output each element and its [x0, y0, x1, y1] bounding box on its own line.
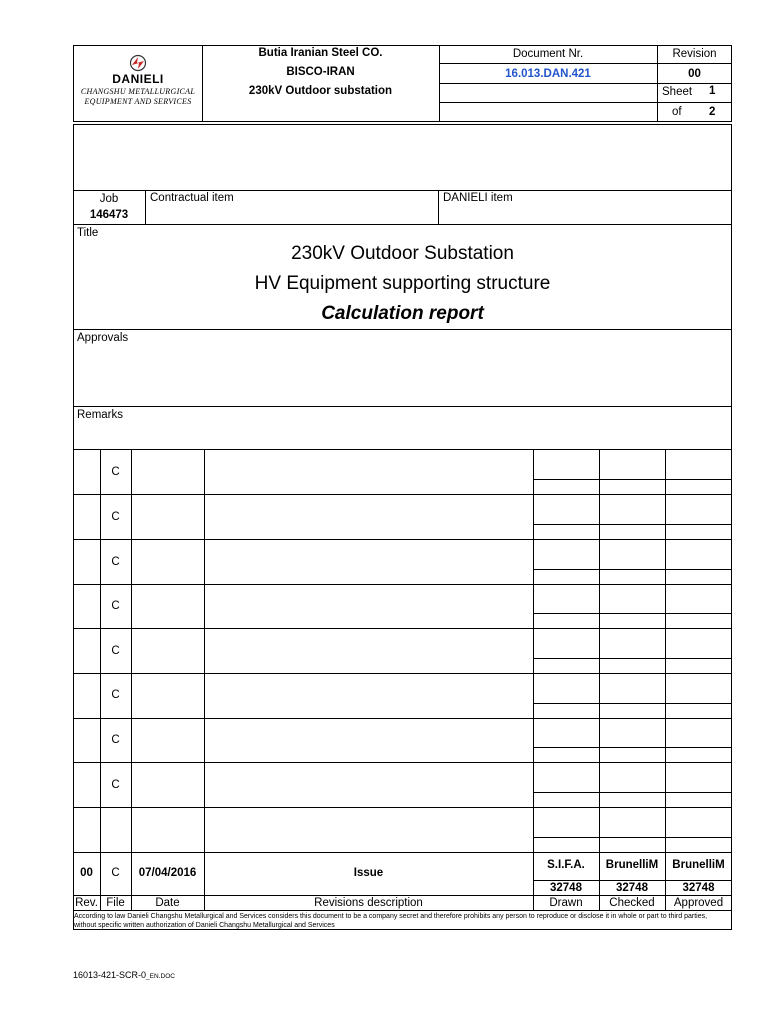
- revision-value: 00: [688, 68, 701, 80]
- file-name: [73, 968, 175, 984]
- company-country: BISCO-IRAN: [286, 66, 355, 78]
- danieli-item-label: DANIELI item: [443, 192, 513, 204]
- job-value: 146473: [89, 209, 129, 221]
- title-line-2: HV Equipment supporting structure: [254, 273, 551, 294]
- current-rev: 00: [80, 867, 93, 879]
- title-label: Title: [77, 227, 99, 239]
- logo-subtitle-2: EQUIPMENT AND SERVICES: [84, 97, 192, 106]
- current-checked: BrunelliM: [605, 859, 659, 871]
- current-drawn-code: 32748: [550, 882, 582, 894]
- revision-row-file: C: [111, 556, 120, 568]
- title-line-3: Calculation report: [321, 303, 484, 324]
- current-checked-code: 32748: [616, 882, 648, 894]
- current-drawn: S.I.F.A.: [547, 859, 585, 871]
- revision-row-file: C: [111, 511, 120, 523]
- title-line-1: 230kV Outdoor Substation: [291, 243, 514, 264]
- revision-label: Revision: [672, 48, 717, 60]
- logo-name: DANIELI: [112, 72, 164, 86]
- legal-notice: According to law Danieli Changshu Metallurgical and Services considers this document to be a company secret and therefore prohibits any person to reproduce or disclose it in whole or part to third parties, without specific written authorization of Danieli Changshu Metallurgical and Services: [74, 913, 708, 929]
- current-approved: BrunelliM: [672, 859, 725, 871]
- approvals-label: Approvals: [77, 332, 129, 344]
- company-name: Butia Iranian Steel CO.: [258, 47, 383, 59]
- revision-row-file: C: [111, 779, 120, 791]
- sheet-value: 1: [709, 85, 716, 97]
- danieli-logo-icon: [128, 54, 148, 72]
- footer-file-label: File: [106, 897, 125, 909]
- revision-row-file: C: [111, 600, 120, 612]
- document-nr-value: 16.013.DAN.421: [505, 68, 591, 80]
- revision-row-file: C: [111, 734, 120, 746]
- footer-checked-label: Checked: [609, 897, 655, 909]
- file-name-suffix: _EN.DOC: [146, 973, 175, 980]
- of-value: 2: [709, 106, 716, 118]
- logo-subtitle-1: CHANGSHU METALLURGICAL: [80, 87, 196, 96]
- sheet-label: Sheet: [662, 86, 693, 98]
- footer-drawn-label: Drawn: [549, 897, 583, 909]
- revision-row-file: C: [111, 466, 120, 478]
- footer-description-label: Revisions description: [314, 897, 423, 909]
- job-label: Job: [99, 193, 119, 205]
- current-date: 07/04/2016: [138, 867, 197, 879]
- file-name-main: 16013-421-SCR-0: [73, 970, 147, 980]
- remarks-label: Remarks: [77, 409, 124, 421]
- footer-rev-label: Rev.: [75, 897, 98, 909]
- of-label: of: [672, 106, 682, 118]
- current-approved-code: 32748: [682, 882, 715, 894]
- footer-approved-label: Approved: [673, 897, 724, 909]
- current-description: Issue: [353, 867, 384, 879]
- revision-row-file: C: [111, 645, 120, 657]
- current-file: C: [111, 867, 120, 879]
- revision-row-file: C: [111, 689, 120, 701]
- project-name: 230kV Outdoor substation: [248, 85, 393, 97]
- danieli-logo: [74, 46, 202, 121]
- contractual-item-label: Contractual item: [150, 192, 234, 204]
- document-nr-label: Document Nr.: [512, 48, 584, 60]
- footer-date-label: Date: [155, 897, 180, 909]
